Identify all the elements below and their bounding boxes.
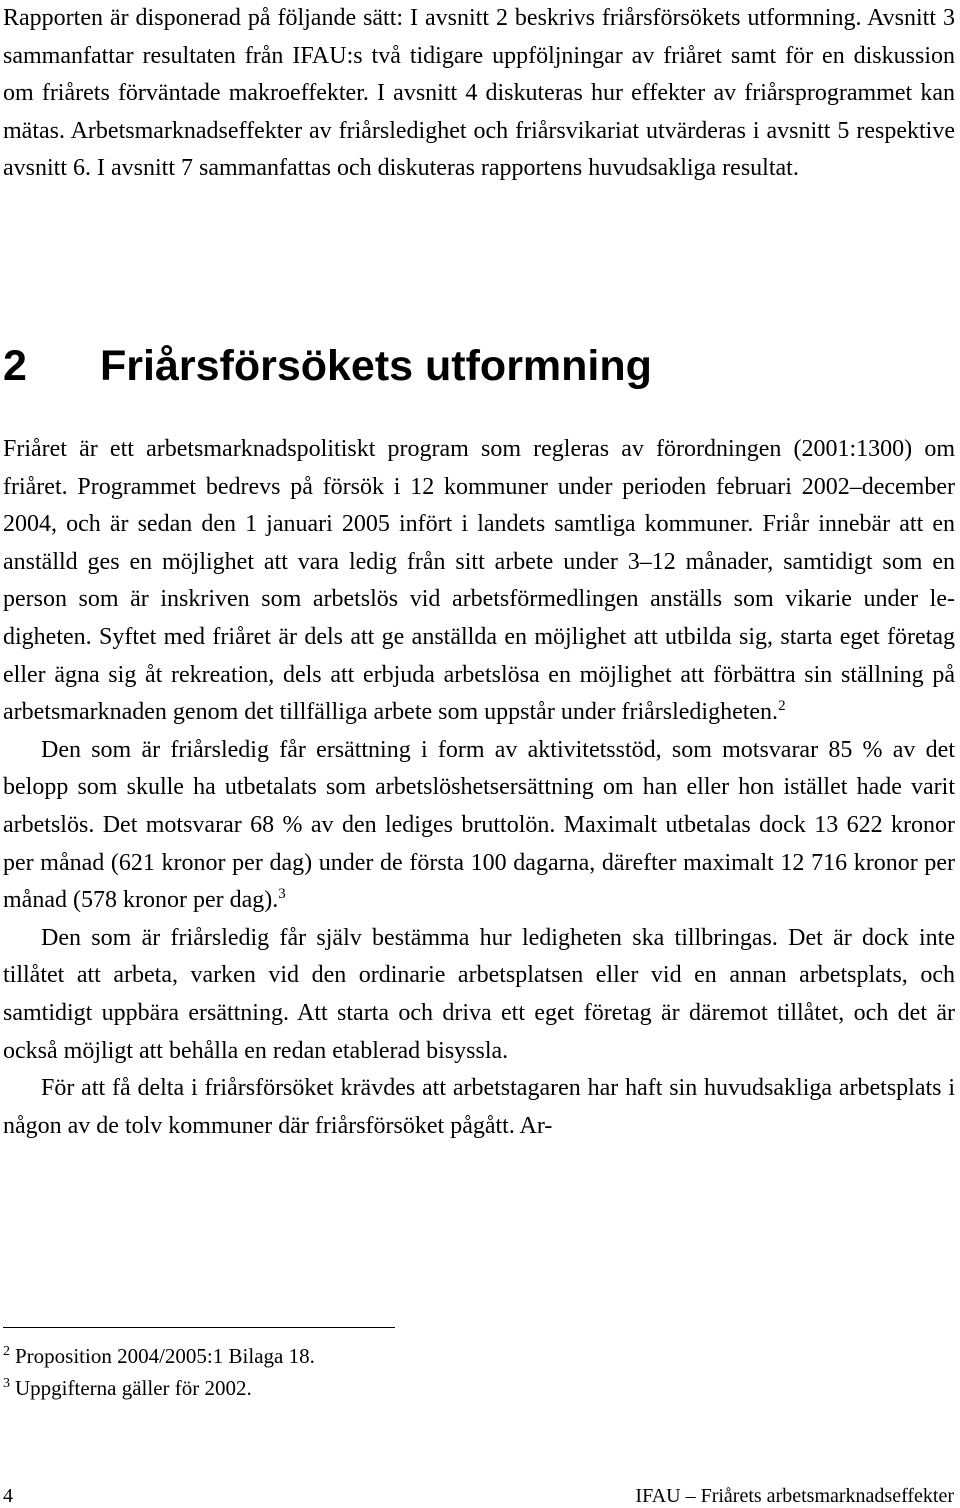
footnote-text: Proposition 2004/2005:1 Bilaga 18.: [15, 1344, 315, 1368]
footnote: [3, 1372, 703, 1404]
body-paragraph: Friåret är ett arbetsmarknadspolitiskt program som regleras av förordningen (2001:1300) om friåret. Programmet bedrevs på försök i 12 kommuner under perioden februari 2002–december 2004, och är sedan den 1 januari 2005 infört i landets samtliga kommuner. Friår innebär att en anställd ges en möjlighet att vara ledig från sitt arbete under 3–12 månader, samtidigt som en person som är inskriven som arbetslös vid arbetsförmedlingen anställs som vikarie under ledigheten. Syftet med friåret är dels att ge anställda en möjlighet att utbilda sig, starta eget företag eller ägna sig åt rekreation, dels att erbjuda arbetslösa en möjlighet att förbättra sin ställning på arbetsmarknaden genom det tillfälliga arbete som uppstår under friårsledigheten.$^2$: [3, 436, 955, 726]
footnote-ref: 2: [778, 698, 786, 715]
running-title: IFAU – Friårets arbetsmarknadseffekter: [635, 1485, 954, 1507]
footnote-marker: 3: [3, 1376, 10, 1391]
footnotes: [3, 1340, 703, 1404]
section-title: Friårsförsökets utformning: [100, 342, 652, 390]
footnote-text: Uppgifterna gäller för 2002.: [15, 1376, 252, 1400]
footnote-separator: [3, 1327, 395, 1328]
body-paragraph: För att få delta i friårsförsöket krävdes att arbetstagaren har haft sin huvudsakliga arbetsplats i någon av de tolv kommuner där friårsförsöket pågått. Ar-: [3, 1075, 955, 1139]
footnote: [3, 1340, 703, 1372]
section-number: 2: [3, 342, 27, 390]
intro-paragraph: Rapporten är disponerad på följande sätt: I avsnitt 2 beskrivs friårsförsökets utformning. Avsnitt 3 sammanfattar resultaten från IFAU:s två tidigare uppföljningar av friåret samt för en diskussion om friårets förväntade makroeffekter. I avsnitt 4 diskuteras hur effekter av friårsprogrammet kan mätas. Arbetsmarknadseffekter av friårsledighet och friårsvikariat utvärderas i avsnitt 5 respektive avsnitt 6. I avsnitt 7 sammanfattas och diskuteras rapportens huvudsakliga resultat.: [3, 5, 955, 181]
page-number: 4: [3, 1485, 13, 1507]
body-paragraph: Den som är friårsledig får ersättning i form av aktivitetsstöd, som motsvarar 85 % av det belopp som skulle ha utbetalats som arbetslöshetsersättning om han eller hon istället hade varit arbetslös. Det motsvarar 68 % av den lediges bruttolön. Maximalt utbetalas dock 13 622 kronor per månad (621 kronor per dag) under de första 100 dagarna, därefter maximalt 12 716 kronor per månad (578 kronor per dag).$^3$: [3, 736, 955, 914]
footnote-ref: 3: [278, 886, 286, 903]
body-paragraph: Den som är friårsledig får själv bestämma hur ledigheten ska tillbringas. Det är dock inte tillåtet att arbeta, varken vid den ordinarie arbetsplatsen eller vid en annan arbetsplats, och samtidigt uppbära ersättning. Att starta och driva ett eget företag är däremot tillåtet, och det är också möjligt att behålla en redan etablerad bisyssla.: [3, 924, 955, 1064]
section-heading: [3, 338, 652, 394]
footnote-marker: 2: [3, 1344, 10, 1359]
section-body: [3, 431, 955, 1145]
